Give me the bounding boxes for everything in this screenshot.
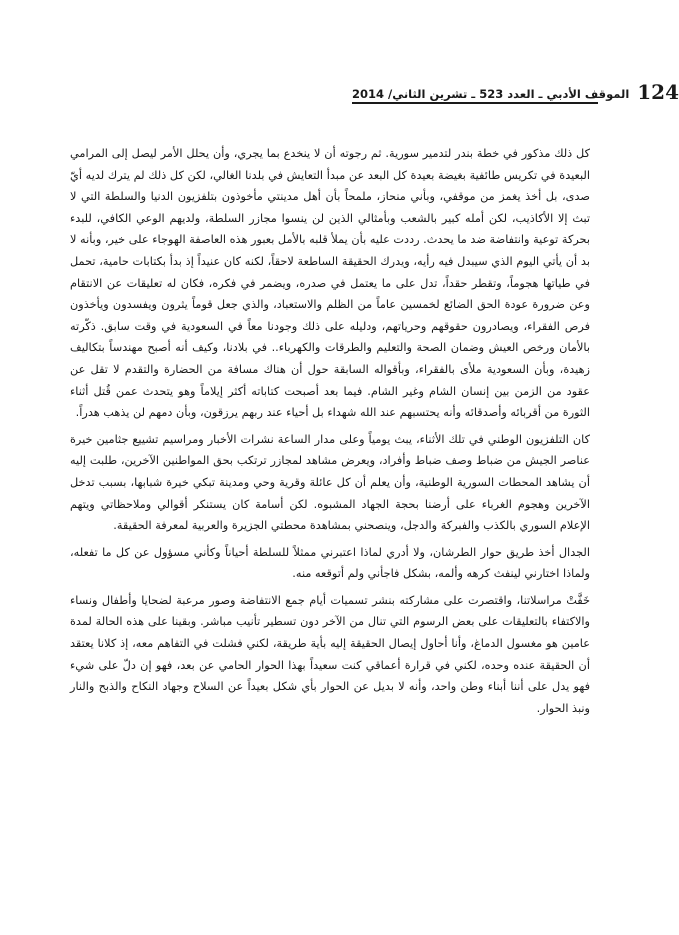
running-title: الموقف الأدبي ـ العدد 523 ـ تشرين الثاني/ 2014 bbox=[352, 87, 630, 101]
paragraph: كان التلفزيون الوطني في تلك الأثناء، يبث يومياً وعلى مدار الساعة نشرات الأخبار ومراسيم تشييع جثامين خيرة عناصر الجيش من ضباط وصف ضباط وأفراد، ويعرض مشاهد لمجازر ترتكب بحق المواطنين الآخرين، طلبت إليه أن يشاهد المحطات السورية الوطنية، وأن يعلم أن كل عائلة وقرية وحي ومدينة تبكي خيرة شبابها، بسبب تدخل الآخرين وهجوم الغرباء على أرضنا بحجة الجهاد المشبوه. لكن أسامة كان يستنكر أقوالي وملاحظاتي ويتهم الإعلام السوري بالكذب والفبركة والدجل، وينصحني بمشاهدة محطتي الجزيرة والعربية لمعرفة الحقيقة. bbox=[70, 432, 590, 533]
article-body bbox=[70, 143, 590, 719]
paragraph: كل ذلك مذكور في خطة بندر لتدمير سورية. ثم رجوته أن لا ينخدع بما يجري، وأن يحلل الأمر ليصل إلى المرامي البعيدة في تكريس طائفية بغيضة بعيدة كل البعد عن مبدأ التعايش في بلدنا الغالي، لكن كل ذلك لم يترك لديه أيّ صدى، بل أخذ يغمز من موقفي، وبأني منحاز، ملمحاً بأن أهل مدينتي مأخوذون بتلفزيون الدنيا والسلطة التي لا تبث إلا الأكاذيب، لكن أمله كبير بالشعب وبأمثالي الذين لن ينسوا مجازر السلطة، ولديهم الوعي الكافي، للبدء بحركة توعية وانتفاضة ضد ما يحدث. رددت عليه بأن يملأ قلبه بالأمل بعبور هذه العاصفة الهوجاء على خير، وبأنه لا بد أن يأتي اليوم الذي سيبدل فيه رأيه، ويدرك الحقيقة الساطعة لاحقاً، لكنه كان عنيداً إذ بدأ بكتابات حامية، تحمل في طياتها هجوماً، وتقطر حقداً، تدل على ما يعتمل في صدره، ويضمر في فكره، فكان له تعليقات عن الانتقام وعن ضرورة عودة الحق الضائع لخمسين عاماً من الظلم والاستعباد، والذي جعل قوماً يثرون ويفسدون ويأخذون فرص الفقراء، ويصادرون حقوقهم وحرياتهم، ودليله على ذلك وجودنا معاً في السعودية في وقت سابق. ذكّرته بالأمان ورخص العيش وضمان الصحة والتعليم والطرقات والكهرباء.. في بلادنا، وكيف أنه أصبح مهندساً بتكاليف زهيدة، وبأن السعودية ملأى بالفقراء، وبأقواله السابقة حول أن هناك مسافة من الحضارة والتقدم لا تقل عن عقود من الزمن بين إنسان الشام وغير الشام. فيما بعد أصبحت كتاباته أكثر إيلاماً وهو يتحدث عمن قُتل أثناء الثورة من أقربائه وأصدقائه وأنه يحتسبهم عند الله شهداء بل أحياء عند ربهم يرزقون، وبأن دمهم لن يذهب هدراً. bbox=[70, 147, 590, 420]
page-number: 124 bbox=[637, 80, 679, 104]
paragraph: خَفَّتْ مراسلاتنا، واقتصرت على مشاركته بنشر تسميات أيام جمع الانتفاضة وصور مرعبة لضحايا وأطفال ونساء والاكتفاء بالتعليقات على بعض الرسوم التي تنال من الآخر دون تسطير تأنيب مباشر. وبقينا على هذه الحالة لمدة عامين هو مغسول الدماغ، وأنا أحاول إيصال الحقيقة إليه بأية طريقة، لكني فشلت في التفاهم معه، إذ كلانا يعتقد أن الحقيقة عنده وحده، لكني في قرارة أعماقي كنت سعيداً بهذا الحوار الحامي عن بعد، فهو إن دلّ على شيء فهو يدل على أننا أبناء وطن واحد، وأنه لا بديل عن الحوار بأي شكل بعيداً عن السلاح وجهاد النكاح والذبح والنار ونبذ الحوار. bbox=[70, 593, 590, 715]
page-header bbox=[352, 76, 679, 104]
paragraph: الجدال أخذ طريق حوار الطرشان، ولا أدري لماذا اعتبرني ممثلاً للسلطة أحياناً وكأني مسؤول عن كل ما تفعله، ولماذا اختارني لينفث كرهه وألمه، بشكل فاجأني ولم أتوقعه منه. bbox=[70, 545, 590, 581]
header-rule bbox=[352, 102, 598, 104]
